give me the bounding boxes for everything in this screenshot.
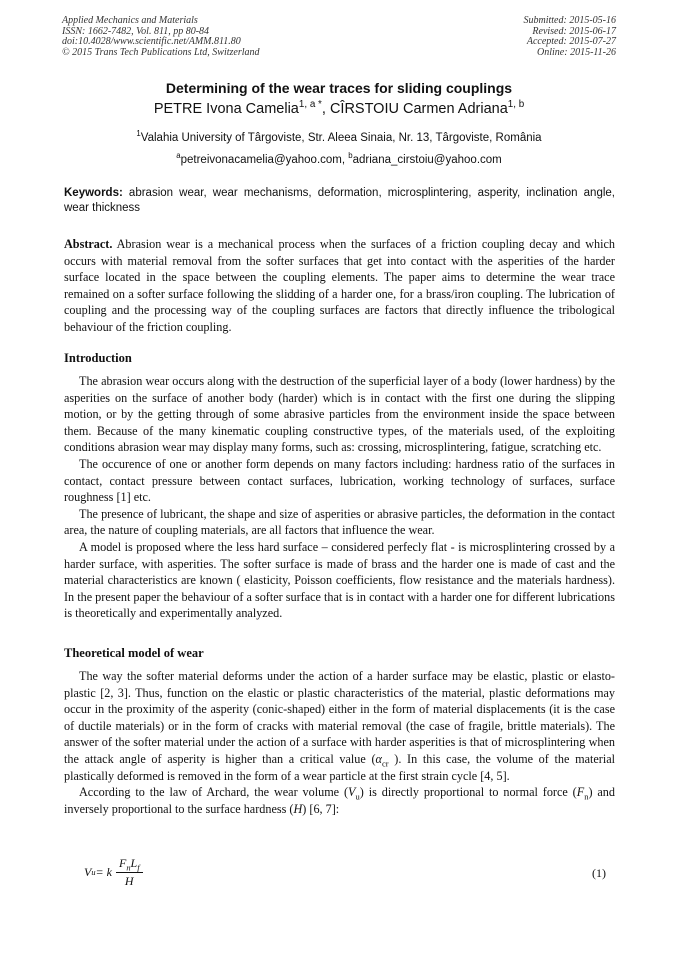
author-emails: [0, 151, 678, 166]
email-separator: ,: [341, 154, 349, 166]
wear-volume-symbol: V: [348, 785, 356, 800]
publication-dates: [524, 16, 617, 58]
theory-p1-text-end: ). In this case, the volume of the material plastically deformed is removed in the form of a wear particle at the first strain cycle [4, 5].: [64, 751, 616, 783]
journal-doi: doi:10.4028/www.scientific.net/AMM.811.80: [62, 36, 241, 48]
numerator-length: L: [130, 856, 138, 870]
theory-p2-text-3: ) and inversely proportional to the surface hardness (: [64, 785, 615, 816]
equation-lhs: V: [84, 865, 92, 879]
author-separator: ,: [321, 101, 330, 117]
affiliation-text: Valahia University of Târgoviste, Str. Aleea Sinaia, Nr. 13, Târgoviste, România: [140, 132, 542, 144]
wear-volume-subscript: u: [355, 791, 360, 802]
keywords-text: abrasion wear, wear mechanisms, deformation, microsplintering, asperity, inclination angle, wear thickness: [64, 187, 615, 214]
introduction-heading: Introduction: [64, 351, 132, 365]
keywords: [64, 186, 615, 215]
equation-denominator: H: [124, 874, 134, 888]
intro-paragraph: The abrasion wear occurs along with the destruction of the superficial layer of a body (lower hardness) by the asperities on the surface of another body (harder) which is in contact with the first one during the slipping motion, or by the getting through of some abrasive particles from the environment inside the space between them. Because of the many kinematic coupling constructive types, of the materials used, of the exploiting conditions abrasion wear may display many forms, such as: crossing, microsplintering, fatigue, scratching etc.: [64, 374, 615, 455]
numerator-length-subscript: f: [137, 863, 140, 873]
alpha-subscript: cr: [381, 758, 389, 769]
author-2-marker: 1, b: [507, 99, 525, 111]
theory-p1-text: The way the softer material deforms under the action of a harder surface may be elastic, plastic or elasto-plastic [2, 3]. Thus, function on the elastic or plastic characteristics of the material, plastic deformations may occur in the proximity of the asperity (conic-shaped) either in the form of material displacements (it is the case of ductile materials) or in the form of cracks with material removal (the case of fragile, brittle materials). The answer of the softer material under the action of a surface with harder asperities is that of microsplintering when the attack angle of asperity is higher than a critical value (: [64, 669, 615, 766]
author-1: PETRE Ivona Camelia: [153, 101, 299, 117]
theory-p2-text-end: ) [6, 7]:: [302, 801, 340, 816]
email-a[interactable]: petreivonacamelia@yahoo.com: [180, 154, 342, 166]
abstract-text: Abrasion wear is a mechanical process when the surfaces of a friction coupling decay and which occurs with material removal from the softer surfaces that get into contact with the asperities of the harder surface located in the space between the coupling elements. The paper aims to determine the wear trace remained on a softer surface following the slidding of a harder one, for a brass/iron coupling. The lubrication of coupling and the processing way of the coupling surfaces are factors that directly influence the tribological behaviour of the friction coupling.: [64, 237, 615, 334]
equation-fraction: [116, 856, 143, 889]
author-1-marker: 1, a *: [298, 99, 322, 111]
date-revised: Revised: 2015-06-17: [532, 25, 616, 37]
theory-p2-text: According to the law of Archard, the wear volume (: [79, 785, 349, 800]
theory-p2-text-2: ) is directly proportional to normal force (: [359, 785, 577, 800]
email-b-marker: b: [348, 151, 353, 161]
author-2: CÎRSTOIU Carmen Adriana: [329, 101, 508, 117]
affiliation: [0, 129, 678, 144]
email-b[interactable]: adriana_cirstoiu@yahoo.com: [352, 154, 502, 166]
abstract-label: Abstract.: [64, 237, 113, 251]
alpha-symbol: α: [375, 751, 382, 766]
author-line: [0, 101, 678, 117]
theory-paragraph: [64, 784, 615, 817]
equation-numerator: [116, 856, 143, 873]
journal-issn: ISSN: 1662-7482, Vol. 811, pp 80-84: [62, 25, 210, 37]
theory-body: [64, 668, 615, 817]
email-a-marker: a: [176, 151, 181, 161]
numerator-force: F: [118, 856, 127, 870]
paper-title: Determining of the wear traces for sliding couplings: [165, 80, 513, 96]
affiliation-marker: 1: [136, 129, 141, 139]
equation-equals: = k: [95, 865, 112, 879]
journal-copyright: © 2015 Trans Tech Publications Ltd, Switzerland: [62, 46, 260, 58]
abstract: [64, 236, 615, 336]
date-online: Online: 2015-11-26: [537, 46, 616, 58]
force-symbol: F: [576, 785, 585, 800]
equation-1: V u = k $\frac{F_nL_f}{H}$: [84, 856, 143, 889]
intro-paragraph: The occurence of one or another form depends on many factors including: hardness ratio of the surfaces in contact, contact pressure between contact surfaces, lubrication, working technology of surfaces, surface roughness [1] etc.: [64, 456, 615, 505]
keywords-label: Keywords:: [64, 187, 123, 199]
theory-heading: Theoretical model of wear: [64, 646, 204, 660]
date-submitted: Submitted: 2015-05-16: [523, 15, 616, 26]
theory-paragraph: [64, 668, 615, 784]
equation-number: (1): [592, 866, 606, 880]
journal-info: [62, 16, 260, 58]
journal-name: Applied Mechanics and Materials: [62, 15, 198, 26]
intro-paragraph: A model is proposed where the less hard surface – considered perfecly flat - is microsplintering crossed by a harder surface, with asperities. The softer surface is made of brass and the harder one is made of cast and the material characteristics are known ( elasticity, Poisson coefficients, flow resistance and the materials hardness). In the present paper the behaviour of a softer surface that is in contact with a harder one for different lubrications is theoretically and experimentally analyzed.: [64, 539, 615, 621]
date-accepted: Accepted: 2015-07-27: [526, 36, 616, 48]
numerator-force-subscript: n: [126, 863, 131, 873]
hardness-symbol: H: [293, 801, 303, 816]
intro-paragraph: The presence of lubricant, the shape and size of asperities or abrasive particles, the deformation in the contact area, the nature of coupling materials, are all factors that influence the wear.: [64, 506, 615, 538]
introduction-body: [64, 373, 615, 622]
force-subscript: n: [584, 791, 589, 802]
